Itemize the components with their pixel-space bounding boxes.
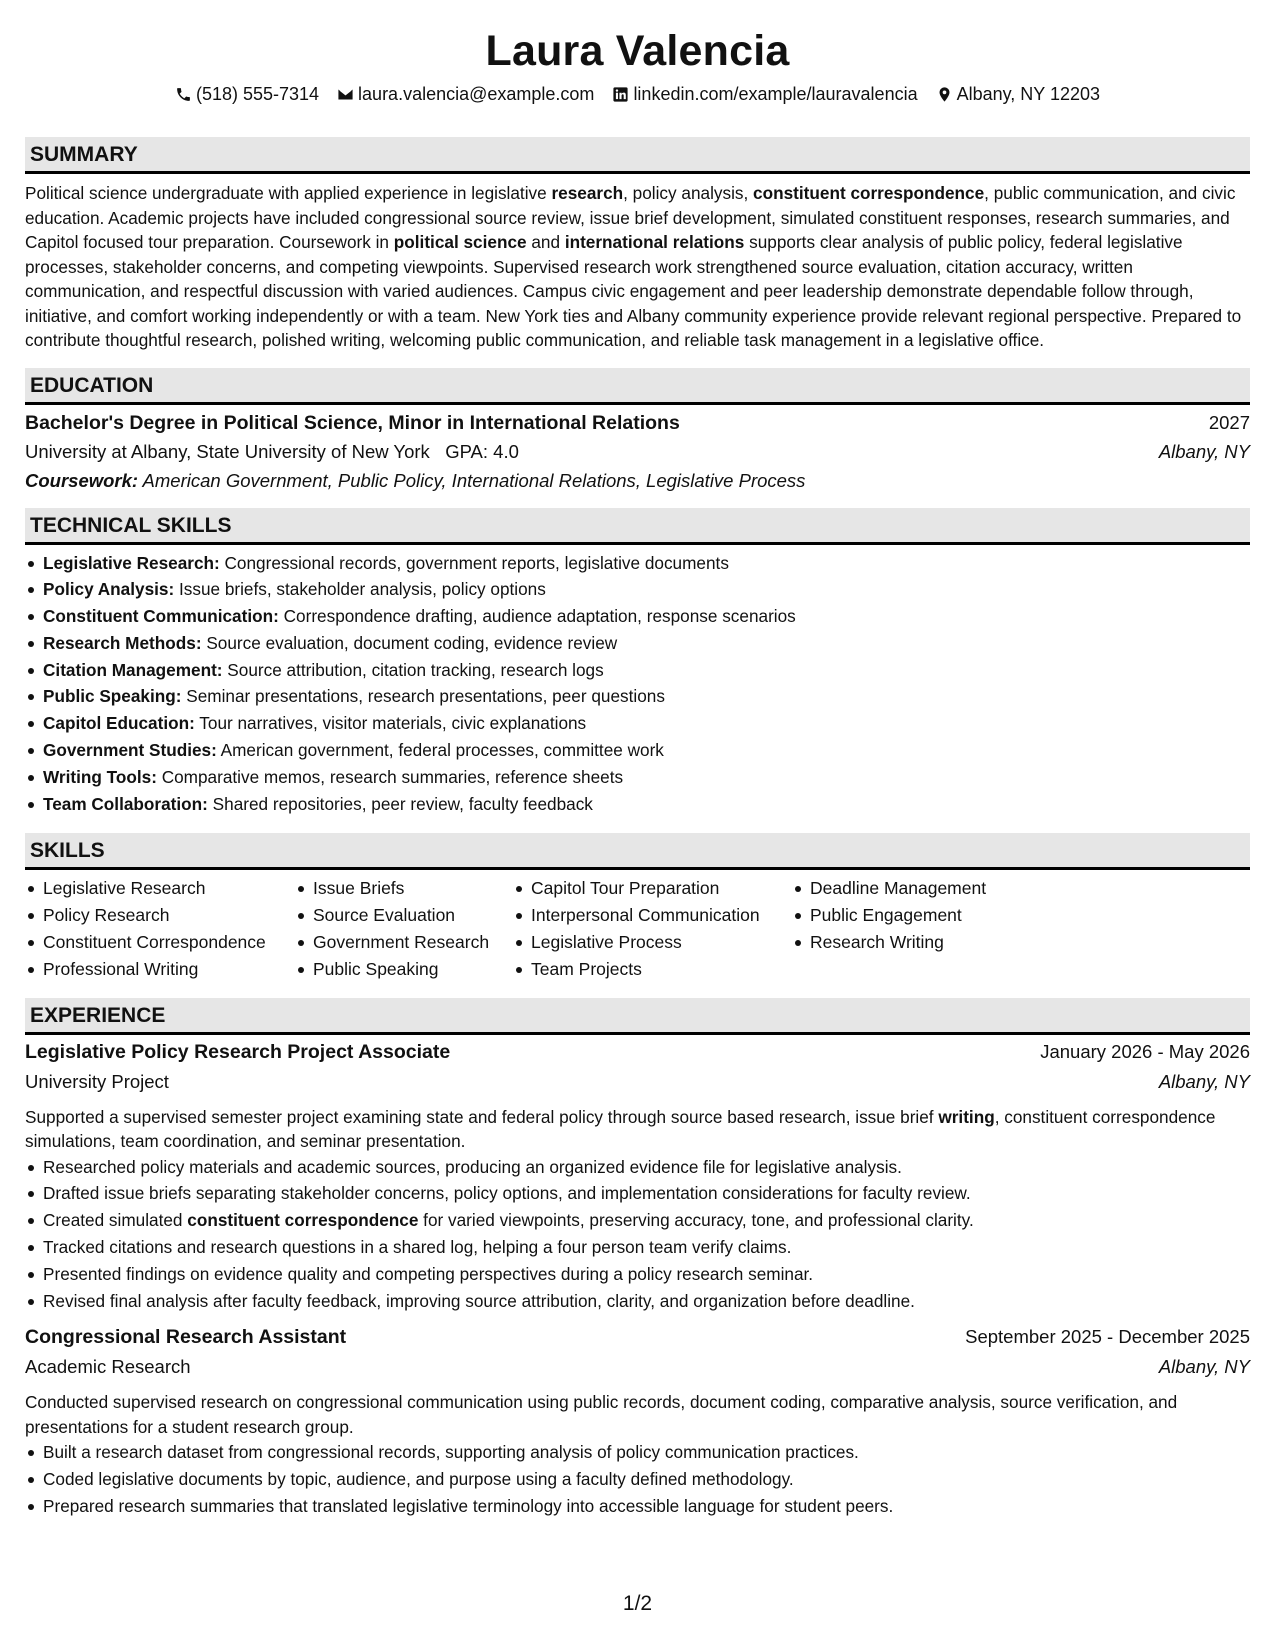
page-number: 1/2: [622, 1592, 653, 1615]
technical-skill-label: Citation Management:: [43, 659, 223, 680]
text-segment: Researched policy materials and academic sources, producing an organized evidence file for legislative analysis.: [43, 1156, 902, 1177]
technical-skill-label: Government Studies:: [43, 740, 217, 761]
text-segment: Prepared research summaries that translated legislative terminology into accessible language for student peers.: [43, 1496, 894, 1517]
text-segment: , public communication, and civic education. Academic projects have included congressional source review, issue brief development, simulated constituent responses, research summaries, and Capitol focused tour preparation. Coursework in: [25, 183, 1236, 252]
education-school: University at Albany, State University of New York: [25, 440, 430, 462]
job-bullet: [25, 1466, 1250, 1493]
job-summary: [25, 1390, 1250, 1439]
job-dates: January 2026 - May 2026: [1040, 1040, 1250, 1062]
experience-entry: [25, 1041, 1250, 1315]
technical-skill-text: American government, federal processes, committee work: [216, 740, 664, 761]
technical-skill-text: Shared repositories, peer review, faculty feedback: [207, 793, 593, 814]
technical-skill-item: [25, 576, 1250, 603]
technical-skill-item: [25, 657, 1250, 684]
linkedin-icon: [612, 86, 629, 103]
education-location: Albany, NY: [1158, 440, 1250, 462]
technical-skill-text: Comparative memos, research summaries, reference sheets: [156, 766, 624, 787]
technical-skill-text: Correspondence drafting, audience adaptation, response scenarios: [278, 606, 796, 627]
technical-skill-text: Congressional records, government reports, legislative documents: [219, 552, 729, 573]
skill-item: Legislative Research: [25, 875, 295, 902]
skill-item: Capitol Tour Preparation: [513, 875, 792, 902]
text-segment: supports clear analysis of public policy, federal legislative processes, stakeholder concerns, and competing viewpoints. Supervised research work strengthened source evaluation, citation accuracy, written communication, and respectful discussion with varied audiences. Campus civic engagement and peer leadership demonstrate dependable follow through, initiative, and comfort working independently or with a team. New York ties and Albany community experience provide relevant regional perspective. Prepared to contribute thoughtful research, polished writing, welcoming public communication, and reliable task management in a legislative office.: [25, 232, 1242, 350]
technical-skill-text: Tour narratives, visitor materials, civic explanations: [194, 713, 587, 734]
technical-skill-text: Source evaluation, document coding, evidence review: [201, 632, 618, 653]
summary-heading: SUMMARY: [25, 137, 1250, 174]
technical-skill-item: [25, 603, 1250, 630]
technical-skill-text: Issue briefs, stakeholder analysis, policy options: [174, 579, 546, 600]
skill-item: Legislative Process: [513, 929, 792, 956]
skills-column: [792, 875, 1052, 982]
skill-item: Public Speaking: [295, 956, 513, 983]
text-segment: Revised final analysis after faculty feedback, improving source attribution, clarity, and organization before deadline.: [43, 1290, 915, 1311]
job-bullet: [25, 1439, 1250, 1466]
job-location: Albany, NY: [1158, 1356, 1250, 1378]
email-icon: [337, 86, 354, 103]
job-bullets: [25, 1154, 1250, 1315]
text-segment: for varied viewpoints, preserving accuracy, tone, and professional clarity.: [418, 1210, 974, 1231]
text-segment: and: [526, 232, 565, 252]
experience-heading: EXPERIENCE: [25, 998, 1250, 1035]
summary-text: [25, 181, 1250, 353]
skill-item: Constituent Correspondence: [25, 929, 295, 956]
text-segment: , constituent correspondence simulations, team coordination, and seminar presentation.: [25, 1106, 1216, 1152]
job-title-row: [25, 1326, 1250, 1356]
contact-linkedin-text[interactable]: linkedin.com/example/lauravalencia: [633, 83, 918, 104]
skills-column: [25, 875, 295, 982]
contact-phone: [175, 84, 319, 105]
job-bullet: [25, 1288, 1250, 1315]
skills-column: [513, 875, 792, 982]
education-degree: Bachelor's Degree in Political Science, Minor in International Relations: [25, 411, 680, 434]
education-degree-row: [25, 412, 1250, 441]
skill-item: Public Engagement: [792, 902, 1052, 929]
job-org-row: [25, 1071, 1250, 1101]
job-organization: University Project: [25, 1070, 169, 1092]
text-segment: , policy analysis,: [623, 183, 754, 203]
experience-entry: [25, 1326, 1250, 1519]
experience-list: [25, 1041, 1250, 1520]
education-school-line: [25, 441, 519, 463]
text-segment: Built a research dataset from congressional records, supporting analysis of policy communication practices.: [43, 1442, 859, 1463]
education-year: 2027: [1208, 411, 1250, 433]
job-title: Legislative Policy Research Project Associate: [25, 1040, 451, 1063]
technical-skills-heading: TECHNICAL SKILLS: [25, 508, 1250, 545]
skill-item: Deadline Management: [792, 875, 1052, 902]
job-organization: Academic Research: [25, 1356, 191, 1378]
contact-linkedin[interactable]: [612, 84, 917, 105]
technical-skill-label: Capitol Education:: [43, 713, 195, 734]
skill-item: Issue Briefs: [295, 875, 513, 902]
emphasis-text: political science: [393, 232, 527, 252]
job-title: Congressional Research Assistant: [25, 1326, 347, 1349]
technical-skill-item: [25, 550, 1250, 577]
text-segment: Tracked citations and research questions in a shared log, helping a four person team verify claims.: [43, 1237, 792, 1258]
job-bullet: [25, 1154, 1250, 1181]
skills-grid: [25, 875, 1250, 982]
coursework-label: Coursework:: [25, 469, 139, 491]
emphasis-text: research: [551, 183, 624, 203]
technical-skill-label: Writing Tools:: [43, 766, 157, 787]
skill-item: Source Evaluation: [295, 902, 513, 929]
technical-skill-label: Constituent Communication:: [43, 606, 279, 627]
resume-page: [25, 0, 1250, 1520]
technical-skill-item: [25, 683, 1250, 710]
technical-skill-label: Policy Analysis:: [43, 579, 175, 600]
emphasis-text: constituent correspondence: [187, 1210, 419, 1231]
education-heading: EDUCATION: [25, 368, 1250, 405]
job-title-row: [25, 1041, 1250, 1071]
emphasis-text: constituent correspondence: [753, 183, 985, 203]
contact-phone-text: (518) 555-7314: [195, 83, 320, 104]
text-segment: Drafted issue briefs separating stakeholder concerns, policy options, and implementation considerations for faculty review.: [43, 1183, 971, 1204]
technical-skill-item: [25, 764, 1250, 791]
technical-skill-item: [25, 737, 1250, 764]
technical-skill-item: [25, 791, 1250, 818]
skills-heading: SKILLS: [25, 833, 1250, 870]
job-bullet: [25, 1180, 1250, 1207]
contact-location-text: Albany, NY 12203: [956, 83, 1101, 104]
education-gpa: GPA: 4.0: [445, 440, 519, 462]
text-segment: Political science undergraduate with applied experience in legislative: [25, 183, 552, 203]
education-coursework: [25, 470, 1250, 500]
job-bullets: [25, 1439, 1250, 1519]
skill-item: Research Writing: [792, 929, 1052, 956]
technical-skill-text: Seminar presentations, research presentations, peer questions: [181, 686, 665, 707]
emphasis-text: writing: [938, 1106, 995, 1127]
technical-skill-label: Public Speaking:: [43, 686, 182, 707]
skill-item: Professional Writing: [25, 956, 295, 983]
coursework-list: American Government, Public Policy, International Relations, Legislative Process: [142, 469, 806, 491]
skill-item: Interpersonal Communication: [513, 902, 792, 929]
contact-bar: [25, 82, 1250, 106]
technical-skill-item: [25, 710, 1250, 737]
text-segment: Created simulated: [43, 1210, 188, 1231]
job-bullet: [25, 1261, 1250, 1288]
location-icon: [936, 86, 953, 103]
technical-skill-item: [25, 630, 1250, 657]
job-location: Albany, NY: [1158, 1070, 1250, 1092]
education-school-row: [25, 441, 1250, 470]
technical-skill-text: Source attribution, citation tracking, research logs: [222, 659, 604, 680]
job-summary: [25, 1105, 1250, 1154]
technical-skill-label: Team Collaboration:: [43, 793, 208, 814]
contact-email[interactable]: [337, 84, 594, 105]
contact-email-text[interactable]: laura.valencia@example.com: [358, 83, 595, 104]
text-segment: Presented findings on evidence quality and competing perspectives during a policy research seminar.: [43, 1263, 814, 1284]
text-segment: Supported a supervised semester project examining state and federal policy through source based research, issue brief: [25, 1106, 939, 1127]
technical-skills-list: [25, 550, 1250, 818]
job-org-row: [25, 1356, 1250, 1386]
emphasis-text: international relations: [564, 232, 745, 252]
skill-item: Policy Research: [25, 902, 295, 929]
job-bullet: [25, 1493, 1250, 1520]
text-segment: Coded legislative documents by topic, audience, and purpose using a faculty defined methodology.: [43, 1469, 794, 1490]
skills-column: [295, 875, 513, 982]
phone-icon: [175, 86, 192, 103]
candidate-name: Laura Valencia: [485, 27, 790, 75]
job-bullet: [25, 1234, 1250, 1261]
job-bullet: [25, 1207, 1250, 1234]
technical-skill-label: Legislative Research:: [43, 552, 220, 573]
technical-skill-label: Research Methods:: [43, 632, 202, 653]
contact-location: [936, 84, 1100, 105]
text-segment: Conducted supervised research on congressional communication using public records, document coding, comparative analysis, source verification, and presentations for a student research group.: [25, 1392, 1178, 1437]
skill-item: Team Projects: [513, 956, 792, 983]
job-dates: September 2025 - December 2025: [965, 1326, 1250, 1348]
skill-item: Government Research: [295, 929, 513, 956]
